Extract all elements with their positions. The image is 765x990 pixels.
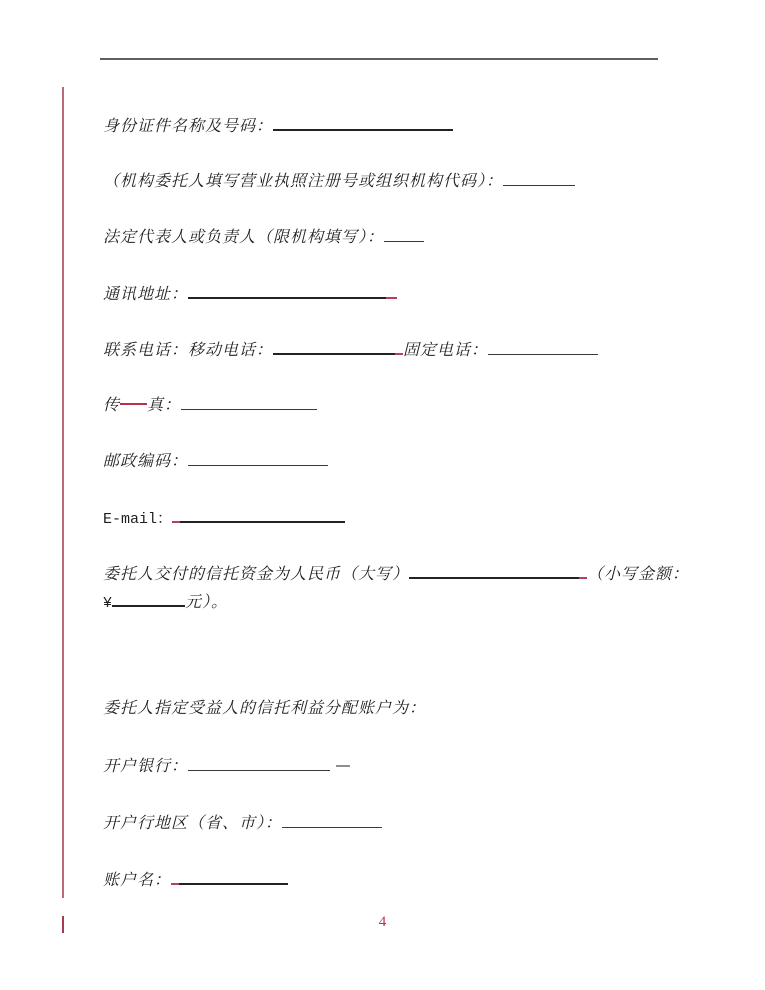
blank-org-code[interactable]: [503, 169, 575, 186]
field-label: ¥: [103, 595, 113, 612]
blank-postcode[interactable]: [188, 449, 328, 466]
deleted-dash-icon: [336, 763, 350, 767]
blank-legal-rep[interactable]: [384, 225, 424, 242]
field-label: 传: [103, 397, 121, 414]
field-label: 身份证件名称及号码：: [103, 118, 274, 135]
line-amount-figures: [103, 589, 228, 611]
blank-id-number[interactable]: [273, 113, 453, 131]
revision-dash-icon: [579, 567, 587, 579]
page-number: 4: [378, 914, 387, 930]
field-label: 开户行地区（省、市）：: [103, 815, 283, 832]
blank-account-name[interactable]: [179, 867, 288, 885]
blank-email[interactable]: [180, 505, 345, 523]
line-postcode: [103, 449, 328, 471]
blank-bank-name[interactable]: [188, 754, 330, 771]
field-label: 邮政编码：: [103, 453, 189, 470]
tracked-changes-bar: [62, 87, 64, 898]
field-label: 联系电话：移动电话：: [103, 342, 274, 359]
field-label: 法定代表人或负责人（限机构填写）：: [103, 229, 385, 246]
field-label: 真：: [147, 397, 182, 414]
field-label: 元）。: [185, 594, 229, 611]
line-bank: [103, 754, 350, 776]
line-beneficiary-account-heading: [103, 698, 426, 720]
blank-landline-phone[interactable]: [488, 338, 598, 355]
field-label: 账户名：: [103, 872, 172, 889]
blank-amount-in-words[interactable]: [409, 561, 579, 579]
blank-amount-in-figures[interactable]: [112, 589, 185, 607]
line-account-name: [103, 867, 288, 889]
strikethrough-mark-icon: [120, 401, 147, 405]
field-label: （小写金额：: [587, 566, 690, 583]
field-label: 固定电话：: [403, 342, 489, 359]
header-rule: [100, 58, 658, 60]
field-label: E-mail：: [103, 511, 173, 528]
line-fax: [103, 393, 317, 415]
line-phone: [103, 337, 598, 359]
blank-mobile-phone[interactable]: [273, 337, 395, 355]
line-legal-rep: [103, 225, 424, 247]
revision-dash-icon: [172, 511, 180, 523]
blank-fax[interactable]: [181, 393, 317, 410]
line-address: [103, 281, 397, 303]
blank-bank-region[interactable]: [282, 811, 382, 828]
revision-dash-icon: [386, 287, 397, 299]
field-label: （机构委托人填写营业执照注册号或组织机构代码）：: [103, 173, 504, 190]
line-email: [103, 505, 345, 527]
revision-dash-icon: [395, 343, 403, 355]
blank-address[interactable]: [188, 281, 386, 299]
field-label: 委托人交付的信托资金为人民币（大写）: [103, 566, 410, 583]
field-label: 委托人指定受益人的信托利益分配账户为：: [103, 700, 427, 717]
line-trust-amount: [103, 561, 689, 583]
field-label: 开户银行：: [103, 758, 189, 775]
revision-dash-icon: [171, 873, 179, 885]
line-id-document: [103, 113, 453, 135]
line-bank-region: [103, 811, 382, 833]
line-org-code: [103, 169, 575, 191]
field-label: 通讯地址：: [103, 286, 189, 303]
